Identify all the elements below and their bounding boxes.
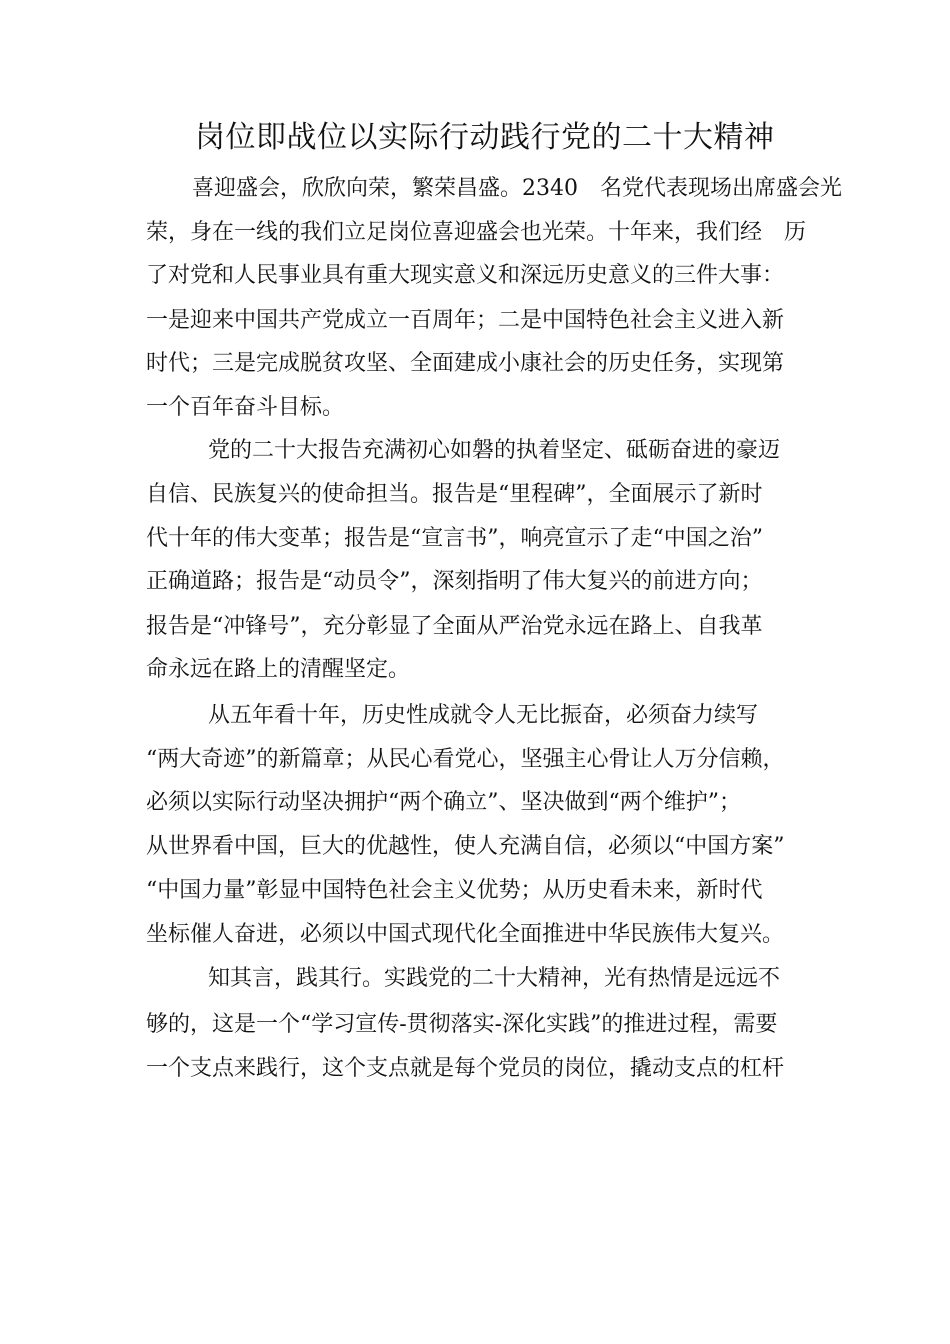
paragraph-4-line-2: 够的，这是一个“学习宣传-贯彻落实-深化实践”的推进过程，需要 [146, 1012, 778, 1037]
paragraph-3-line-1: 从五年看十年，历史性成就令人无比振奋，必须奋力续写 [208, 703, 759, 728]
paragraph-3-line-6: 坐标催人奋进，必须以中国式现代化全面推进中华民族伟大复兴。 [146, 922, 785, 947]
paragraph-1-line-1: 喜迎盛会，欣欣向荣，繁荣昌盛。2340 名党代表现场出席盛会光 [192, 176, 842, 201]
document-title: 岗位即战位以实际行动践行党的二十大精神 [195, 120, 775, 155]
paragraph-2-line-1: 党的二十大报告充满初心如磐的执着坚定、砥砺奋进的豪迈 [208, 438, 781, 463]
paragraph-1-line-6: 一个百年奋斗目标。 [146, 395, 345, 420]
paragraph-2-line-2: 自信、民族复兴的使命担当。报告是“里程碑”，全面展示了新时 [146, 482, 763, 507]
paragraph-3-line-5: “中国力量”彰显中国特色社会主义优势；从历史看未来，新时代 [146, 878, 763, 903]
paragraph-1-line-2: 荣，身在一线的我们立足岗位喜迎盛会也光荣。十年来，我们经 历 [146, 220, 807, 245]
paragraph-4-line-1: 知其言，践其行。实践党的二十大精神，光有热情是远远不 [208, 966, 781, 991]
paragraph-2-line-3: 代十年的伟大变革；报告是“宣言书”，响亮宣示了走“中国之治” [146, 526, 763, 551]
paragraph-4-line-3: 一个支点来践行，这个支点就是每个党员的岗位，撬动支点的杠杆 [146, 1056, 785, 1081]
paragraph-3-line-2: “两大奇迹”的新篇章；从民心看党心，坚强主心骨让人万分信赖， [146, 747, 785, 772]
paragraph-2-line-4: 正确道路；报告是“动员令”，深刻指明了伟大复兴的前进方向； [146, 569, 763, 594]
paragraph-3-line-4: 从世界看中国，巨大的优越性，使人充满自信，必须以“中国方案” [146, 834, 785, 859]
paragraph-1-line-5: 时代；三是完成脱贫攻坚、全面建成小康社会的历史任务，实现第 [146, 351, 785, 376]
paragraph-1-line-3: 了对党和人民事业具有重大现实意义和深远历史意义的三件大事： [146, 263, 785, 288]
paragraph-3-line-3: 必须以实际行动坚决拥护“两个确立”、坚决做到“两个维护”； [146, 790, 741, 815]
paragraph-1-line-4: 一是迎来中国共产党成立一百周年；二是中国特色社会主义进入新 [146, 308, 785, 333]
paragraph-2-line-5: 报告是“冲锋号”，充分彰显了全面从严治党永远在路上、自我革 [146, 614, 763, 639]
paragraph-2-line-6: 命永远在路上的清醒坚定。 [146, 657, 411, 682]
